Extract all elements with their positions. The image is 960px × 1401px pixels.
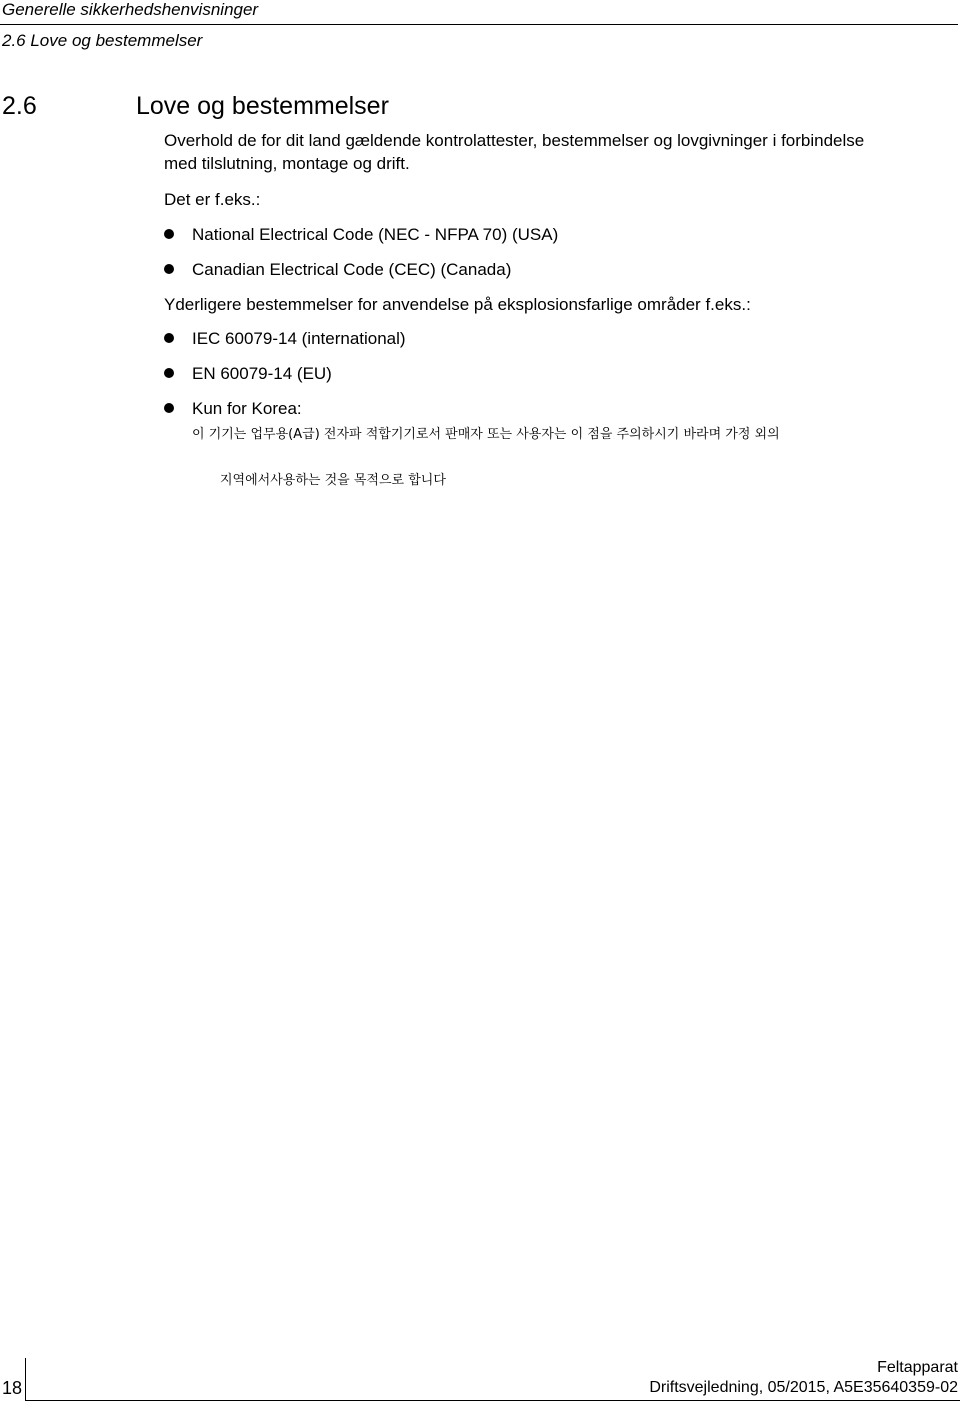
bullet-icon [164,368,174,378]
intro-line-2: med tilslutning, montage og drift. [164,154,410,173]
korea-notice-line-2: 지역에서사용하는 것을 목적으로 합니다 [220,473,446,488]
footer-product: Feltapparat [877,1359,958,1376]
list-item [164,398,302,420]
list-item [164,328,406,350]
list-item-text: Canadian Electrical Code (CEC) (Canada) [192,260,512,279]
running-header [0,0,958,52]
bullet-icon [164,333,174,343]
running-header-section: 2.6 Love og bestemmelser [2,31,203,50]
korea-notice-line-1: 이 기기는 업무용(A급) 전자파 적합기기로서 판매자 또는 사용자는 이 점을 주의하시기 바라며 가정 외의 [192,427,780,442]
list-item [164,259,511,281]
page-number: 18 [2,1378,23,1398]
example-intro: Det er f.eks.: [164,190,261,209]
intro-line-1: Overhold de for dit land gældende kontrolattester, bestemmelser og lovgivninger i forbindelse [164,131,865,150]
footer-document-info [649,1358,958,1398]
bullet-icon [164,403,174,413]
list-item-text: EN 60079-14 (EU) [192,364,332,383]
list-item-text: IEC 60079-14 (international) [192,329,406,348]
bullet-icon [164,264,174,274]
running-header-chapter: Generelle sikkerhedshenvisninger [2,0,259,19]
list-item-text: National Electrical Code (NEC - NFPA 70) (USA) [192,225,559,244]
list-item-text: Kun for Korea: [192,399,302,418]
section-heading [2,91,389,121]
section-title: Love og bestemmelser [136,92,389,120]
section-number: 2.6 [2,92,37,120]
header-divider [0,24,958,25]
footer-divider-vertical [25,1358,26,1400]
list-item [164,363,332,385]
further-intro: Yderligere bestemmelser for anvendelse på eksplosionsfarlige områder f.eks.: [164,295,751,314]
bullet-icon [164,229,174,239]
list-item [164,224,558,246]
footer-document: Driftsvejledning, 05/2015, A5E35640359-02 [649,1379,958,1396]
